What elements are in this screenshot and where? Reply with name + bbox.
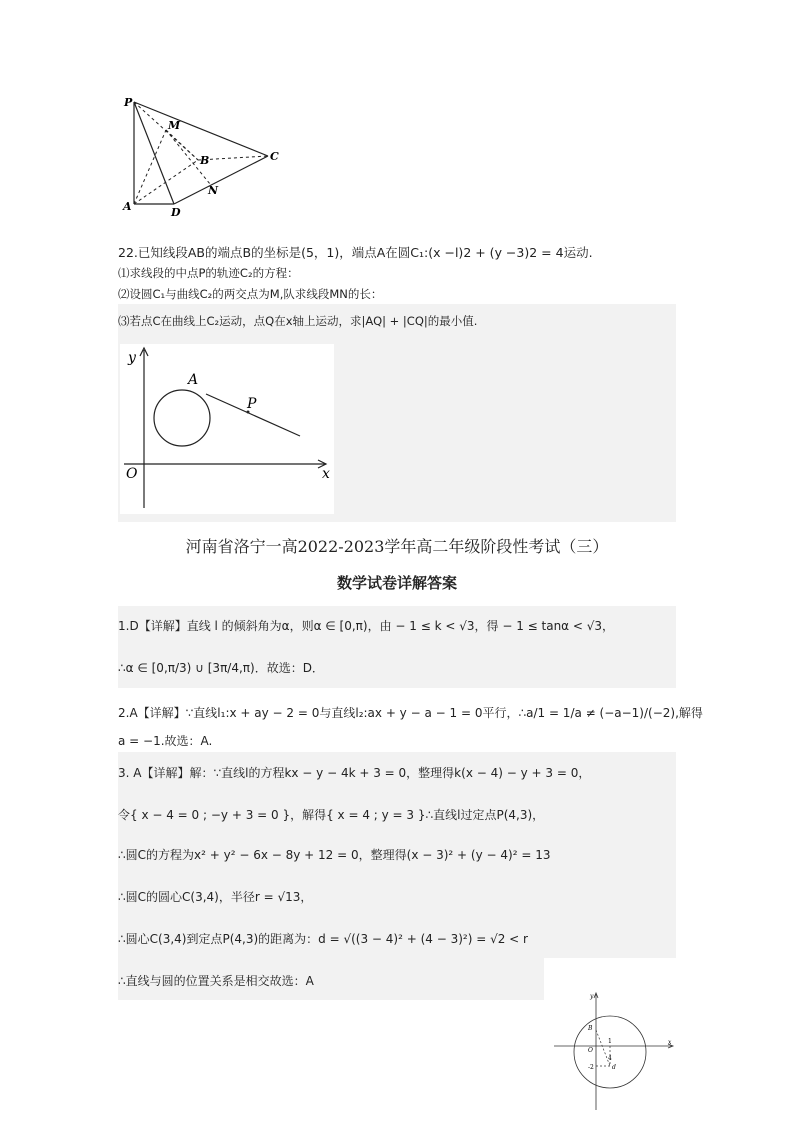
small-label-d: d xyxy=(612,1064,616,1071)
a1-line1: 1.D【详解】直线 l 的倾斜角为α，则α ∈ [0,π)，由 − 1 ≤ k < √3，得 − 1 ≤ tanα < √3， xyxy=(118,619,615,633)
label-x: x xyxy=(322,466,330,482)
a3-line2: 令{ x − 4 = 0 ; −y + 3 = 0 }，解得{ x = 4 ; y = 3 }∴直线l过定点P(4,3)， xyxy=(118,808,545,822)
circle-tangent-figure xyxy=(120,344,334,514)
small-label-m2: -2 xyxy=(588,1064,594,1071)
q22-part2: ⑵设圆C₁与曲线C₂的两交点为M,队求线段MN的长： xyxy=(118,287,383,301)
label-B: B xyxy=(200,154,210,167)
small-label-O: O xyxy=(588,1047,593,1054)
small-circle-figure xyxy=(552,990,676,1112)
q22-part1: ⑴求线段的中点P的轨迹C₂的方程： xyxy=(118,266,299,280)
q22-stem: 22.已知线段AB的端点B的坐标是(5，1)，端点A在圆C₁:(x −l)2 + (y −3)2 = 4运动. xyxy=(118,245,593,260)
label-y: y xyxy=(128,350,136,366)
label-O: O xyxy=(126,466,138,482)
q22-part3: ⑶若点C在曲线上C₂运动，点Q在x轴上运动，求|AQ| + |CQ|的最小值. xyxy=(118,304,676,338)
label-C: C xyxy=(270,150,279,163)
a2-line2: a = −1.故选：A. xyxy=(118,734,213,748)
label-M: M xyxy=(168,119,181,132)
a2-line1: 2.A【详解】∵直线l₁:x + ay − 2 = 0与直线l₂:ax + y − a − 1 = 0平行，∴a/1 = 1/a ≠ (−a−1)/(−2),解得 xyxy=(118,706,703,720)
a3-line1: 3. A【详解】解：∵直线l的方程kx − y − 4k + 3 = 0，整理得k(x − 4) − y + 3 = 0， xyxy=(118,766,591,780)
label-P2: P xyxy=(247,396,257,412)
a3-line3: ∴圆C的方程为x² + y² − 6x − 8y + 12 = 0，整理得(x − 3)² + (y − 4)² = 13 xyxy=(118,848,551,862)
label-A2: A xyxy=(188,372,199,388)
label-P: P xyxy=(124,96,133,109)
small-label-1: 1 xyxy=(608,1038,612,1045)
label-D: D xyxy=(171,206,181,219)
small-label-x: x xyxy=(668,1039,672,1046)
page-title: 河南省洛宁一高2022-2023学年高二年级阶段性考试（三） xyxy=(185,537,609,556)
small-label-B: B xyxy=(588,1025,593,1032)
a3-line4: ∴圆C的圆心C(3,4)，半径r = √13， xyxy=(118,890,313,904)
small-label-y: y xyxy=(590,993,594,1000)
label-N: N xyxy=(208,184,219,197)
a3-line6: ∴直线与圆的位置关系是相交故选：A xyxy=(118,974,314,988)
label-A: A xyxy=(123,200,132,213)
small-label-4: 4 xyxy=(608,1055,612,1062)
a3-line5: ∴圆心C(3,4)到定点P(4,3)的距离为：d = √((3 − 4)² + (4 − 3)²) = √2 < r xyxy=(118,932,528,946)
a1-line2: ∴α ∈ [0,π/3) ∪ [3π/4,π)．故选：D． xyxy=(118,661,324,675)
pyramid-figure xyxy=(118,92,288,222)
page-subtitle: 数学试卷详解答案 xyxy=(336,574,457,592)
